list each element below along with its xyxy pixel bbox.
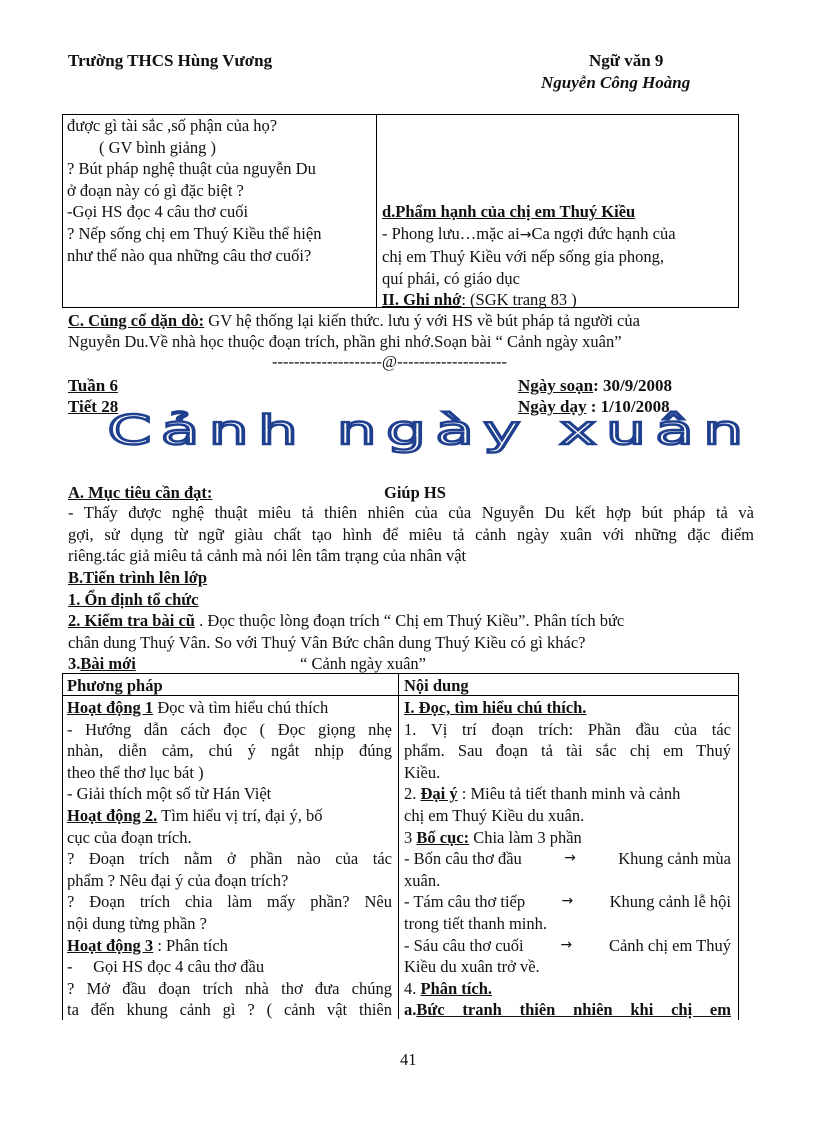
prev-table-divider (376, 114, 377, 308)
ca-ngoi-text: Ca ngợi đức hạnh của (531, 223, 676, 243)
hd3-label: Hoạt động 3 (67, 935, 154, 955)
hd3-text: : Phân tích (153, 935, 228, 955)
lesson-title-art (100, 400, 760, 462)
prev-left-line: -Gọi HS đọc 4 câu thơ cuối (67, 202, 249, 222)
bo-cuc-label: Bố cục: (416, 827, 470, 847)
objectives-help: Giúp HS (384, 483, 446, 502)
phan-tich-label: Phân tích. (420, 978, 493, 998)
period-label: Tiết 28 (68, 397, 119, 416)
content-line: chị em Thuý Kiều du xuân. (404, 805, 585, 825)
main-table-divider (398, 673, 399, 1019)
r11-b: Cảnh chị em Thuý (608, 935, 731, 955)
hd2-text: Tìm hiểu vị trí, đại ý, bố (157, 805, 323, 825)
r11-a: - Sáu câu thơ cuối (404, 935, 524, 955)
method-line: ta đến khung cảnh gì ? ( cảnh vật thiên (67, 1000, 392, 1020)
hd1-label: Hoạt động 1 (67, 698, 154, 717)
step2-text: . Đọc thuộc lòng đoạn trích “ Chị em Thuý Kiều”. Phân tích bức (194, 611, 625, 630)
consolidation-text: GV hệ thống lại kiến thức. lưu ý với HS về bút pháp tả người của (208, 311, 640, 330)
right-arrow-icon: → (519, 226, 532, 243)
school-name: Trường THCS Hùng Vương (68, 51, 273, 70)
col-method-header: Phương pháp (67, 676, 163, 695)
step3-label: Bài mới (80, 654, 136, 673)
content-line: Kiều. (404, 762, 441, 782)
prev-right-line: quí phái, có giáo dục (382, 268, 520, 288)
method-line: ? Đoạn trích chia làm mấy phần? Nêu (67, 892, 392, 912)
right-arrow-icon: → (561, 893, 574, 910)
method-line: nhàn, diễn cảm, chú ý ngắt nhịp đúng (67, 741, 392, 761)
hd2-label: Hoạt động 2. (67, 805, 158, 825)
method-line: - Hướng dẫn cách đọc ( Đọc giọng nhẹ (67, 719, 392, 739)
step3-title: “ Cảnh ngày xuân” (300, 654, 426, 673)
page-number: 41 (400, 1050, 417, 1069)
teacher-name: Nguyễn Công Hoàng (541, 73, 691, 92)
r7-b: Khung cảnh mùa (618, 849, 731, 869)
step2-line1 (68, 610, 754, 631)
process-label: B.Tiến trình lên lớp (68, 568, 208, 587)
r9-a: - Tám câu thơ tiếp (404, 892, 526, 912)
step2-label: 2. Kiểm tra bài cũ (68, 611, 195, 630)
content-line: xuân. (404, 870, 441, 890)
method-line: cục của đoạn trích. (67, 827, 192, 847)
prev-left-line: ? Nếp sống chị em Thuý Kiều thể hiện (67, 223, 322, 243)
subject-name: Ngữ văn 9 (589, 51, 664, 70)
content-line: 1. Vị trí đoạn trích: Phần đầu của tác (404, 719, 731, 739)
objective-line: gợi, sử dụng từ ngữ giàu chất tạo hình để miêu tả cảnh ngày xuân với những đặc điểm (68, 524, 754, 544)
prep-date (518, 375, 672, 396)
buc-tranh-heading: Bức tranh thiên nhiên khi chị em (416, 1000, 731, 1020)
prev-left-line: ? Bút pháp nghệ thuật của nguyễn Du (67, 159, 316, 179)
right-arrow-icon: → (564, 850, 576, 867)
method-line: - Giải thích một số từ Hán Việt (67, 784, 272, 804)
teach-label: Ngày dạy (518, 397, 587, 416)
method-column (67, 697, 392, 1021)
r4-text: : Miêu tả tiết thanh minh và cảnh (457, 784, 681, 804)
right-arrow-icon: → (560, 936, 573, 953)
step2-line2: chân dung Thuý Vân. So với Thuý Vân Bức chân dung Thuý Kiều có gì khác? (68, 633, 586, 652)
prev-right-line: chị em Thuý Kiều với nếp sống gia phong, (382, 247, 665, 267)
hd1-text: Đọc và tìm hiểu chú thích (153, 698, 329, 717)
prev-left-line: ở đoạn này có gì đặc biệt ? (67, 180, 244, 200)
ghi-nho-text: : (SGK trang 83 ) (461, 290, 577, 310)
r6-num: 3 (404, 827, 417, 847)
r14-num: a. (404, 1000, 417, 1020)
section-1-heading: I. Đọc, tìm hiểu chú thích. (404, 698, 587, 717)
objective-line: riêng.tác giả miêu tả cảnh mà nói lên tâm trạng của nhân vật (68, 546, 467, 566)
prep-value: : 30/9/2008 (593, 376, 672, 395)
prev-left-line: ( GV bình giảng ) (99, 137, 217, 157)
method-line: phẩm ? Nêu đại ý của đoạn trích? (67, 870, 289, 890)
prev-table-right (382, 201, 732, 311)
main-table-header-rule (62, 695, 738, 696)
prev-table-left (67, 115, 370, 266)
step3-num: 3. (68, 654, 81, 673)
r7-a: - Bốn câu thơ đầu (404, 849, 522, 869)
objective-line: - Thấy được nghệ thuật miêu tả thiên nhiên của của Nguyễn Du kết hợp bút pháp tả và (68, 503, 754, 522)
objectives-label: A. Mục tiêu cần đạt: (68, 483, 213, 502)
method-line: ? Đoạn trích nằm ở phần nào của tác (67, 849, 392, 869)
content-line: trong tiết thanh minh. (404, 913, 547, 933)
prev-left-line: được gì tài sắc ,số phận của họ? (67, 116, 278, 135)
step1-label: 1. Ổn định tổ chức (68, 590, 199, 609)
prev-left-line: như thế nào qua những câu thơ cuối? (67, 245, 312, 265)
week-label: Tuần 6 (68, 376, 118, 395)
r4-num: 2. (404, 784, 421, 804)
method-line: theo thể thơ lục bát ) (67, 762, 204, 782)
consolidation-line2: Nguyễn Du.Về nhà học thuộc đoạn trích, phần ghi nhớ.Soạn bài “ Cảnh ngày xuân” (68, 332, 622, 351)
method-line: nội dung từng phần ? (67, 913, 208, 933)
prep-label: Ngày soạn (518, 376, 594, 395)
r13-num: 4. (404, 978, 421, 998)
method-line: - Gọi HS đọc 4 câu thơ đầu (67, 957, 265, 977)
content-line: Kiều du xuân trở về. (404, 957, 540, 977)
phong-luu-text: - Phong lưu…mặc ai (382, 223, 520, 243)
dai-y-label: Đại ý (420, 784, 458, 804)
separator: --------------------@-------------------- (272, 352, 507, 371)
teach-value: : 1/10/2008 (586, 397, 670, 416)
r9-b: Khung cảnh lễ hội (609, 892, 731, 912)
ghi-nho-label: II. Ghi nhớ (382, 290, 462, 310)
lesson-title: Cảnh ngày xuân (107, 408, 753, 454)
content-column (404, 697, 731, 1021)
consolidation-line1 (68, 310, 640, 331)
step3-line (68, 653, 136, 674)
objectives-text (68, 502, 754, 567)
phẩm-hạnh-heading: d.Phẩm hạnh của chị em Thuý Kiều (382, 202, 636, 221)
col-content-header: Nội dung (404, 676, 469, 695)
content-line: phẩm. Sau đoạn tả tài sắc chị em Thuý (404, 741, 731, 761)
r6-text: Chia làm 3 phần (469, 827, 582, 847)
method-line: ? Mở đầu đoạn trích nhà thơ đưa chúng (67, 978, 392, 998)
consolidation-label: C. Củng cố dặn dò: (68, 311, 205, 330)
